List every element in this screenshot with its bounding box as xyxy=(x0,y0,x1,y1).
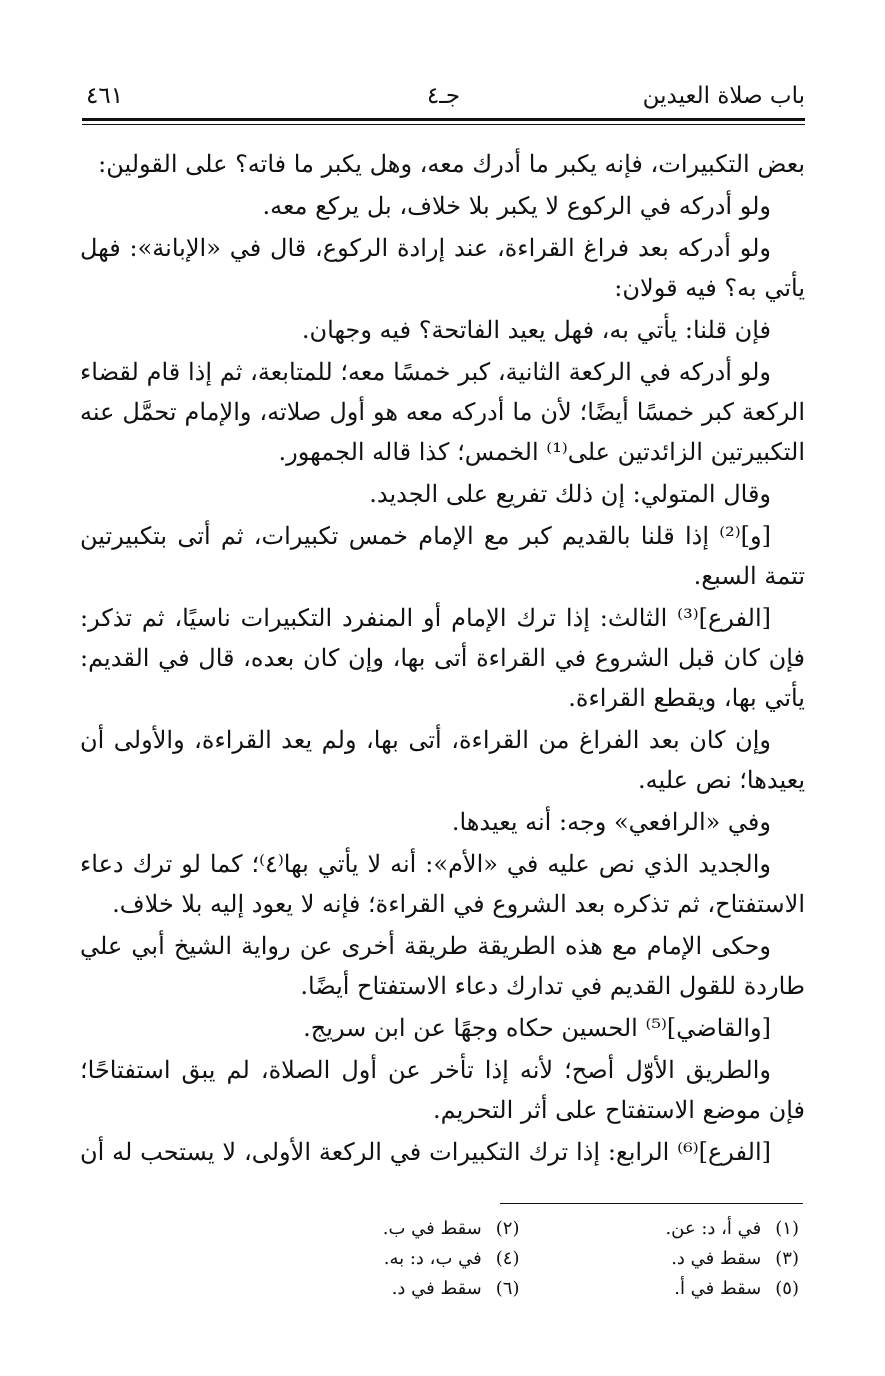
paragraph: وإن كان بعد الفراغ من القراءة، أتى بها، ولم يعد القراءة، والأولى أن يعيدها؛ نص عليه. xyxy=(80,726,805,794)
footnote-text: سقط في ب. xyxy=(382,1218,482,1239)
footnote-text: سقط في أ. xyxy=(674,1278,762,1299)
footnote xyxy=(300,1274,520,1304)
footnote-number: (٦) xyxy=(495,1278,520,1299)
paragraph: والطريق الأوّل أصح؛ لأنه إذا تأخر عن أول الصلاة، لم يبق استفتاحًا؛ فإن موضع الاستفتاح على أثر التحريم. xyxy=(80,1056,805,1124)
footnote xyxy=(580,1244,800,1274)
footnote-number: (٥) xyxy=(775,1278,799,1299)
paragraph: ولو أدركه في الركعة الثانية، كبر خمسًا معه؛ للمتابعة، ثم إذا قام لقضاء الركعة كبر خمسًا أيضًا؛ لأن ما أدركه معه هو أول صلاته، والإمام تحمَّل عنه التكبيرتين الزائدتين على⁽¹⁾ الخمس؛ كذا قاله الجمهور. xyxy=(80,358,805,466)
footnote-text: في أ، د: عن. xyxy=(665,1218,762,1239)
page-header xyxy=(82,80,805,112)
footnote xyxy=(580,1274,800,1304)
footnote-number: (١) xyxy=(775,1218,799,1239)
paragraph: وقال المتولي: إن ذلك تفريع على الجديد. xyxy=(369,480,771,508)
page-number: ٤٦١ xyxy=(86,83,124,109)
main-text xyxy=(80,144,805,1174)
paragraph: وحكى الإمام مع هذه الطريقة طريقة أخرى عن رواية الشيخ أبي علي طاردة للقول القديم في تدارك دعاء الاستفتاح أيضًا. xyxy=(80,932,805,1000)
paragraph: فإن قلنا: يأتي به، فهل يعيد الفاتحة؟ فيه وجهان. xyxy=(301,316,771,344)
paragraph: [الفرع]⁽⁶⁾ الرابع: إذا ترك التكبيرات في الركعة الأولى، لا يستحب له أن xyxy=(80,1138,772,1166)
footnote-rule xyxy=(500,1203,803,1204)
footnote xyxy=(580,1214,800,1244)
paragraph: بعض التكبيرات، فإنه يكبر ما أدرك معه، وهل يكبر ما فاته؟ على القولين: xyxy=(98,150,805,178)
paragraph: [و]⁽²⁾ إذا قلنا بالقديم كبر مع الإمام خمس تكبيرات، ثم أتى بتكبيرتين تتمة السبع. xyxy=(80,522,805,590)
footnote xyxy=(300,1244,520,1274)
footnotes xyxy=(300,1214,799,1304)
header-rule-thin xyxy=(82,124,805,125)
footnote-number: (٢) xyxy=(495,1218,520,1239)
footnote-number: (٣) xyxy=(775,1248,799,1269)
volume-label: جـ٤ xyxy=(426,83,461,109)
footnote-text: سقط في د. xyxy=(391,1278,482,1299)
paragraph: ولو أدركه بعد فراغ القراءة، عند إرادة الركوع، قال في «الإبانة»: فهل يأتي به؟ فيه قولان: xyxy=(80,234,805,302)
paragraph: والجديد الذي نص عليه في «الأم»: أنه لا يأتي بها⁽٤⁾؛ كما لو ترك دعاء الاستفتاح، ثم تذكره بعد الشروع في القراءة؛ فإنه لا يعود إليه بلا خلاف. xyxy=(80,850,805,918)
footnote xyxy=(300,1214,520,1244)
paragraph: [الفرع]⁽³⁾ الثالث: إذا ترك الإمام أو المنفرد التكبيرات ناسيًا، ثم تذكر: فإن كان قبل الشروع في القراءة أتى بها، وإن كان بعده، قال في القديم: يأتي بها، ويقطع القراءة. xyxy=(80,604,805,712)
footnote-text: سقط في د. xyxy=(671,1248,762,1269)
chapter-title: باب صلاة العيدين xyxy=(642,83,805,109)
paragraph: وفي «الرافعي» وجه: أنه يعيدها. xyxy=(451,808,771,836)
footnote-text: في ب، د: به. xyxy=(383,1248,482,1269)
paragraph: ولو أدركه في الركوع لا يكبر بلا خلاف، بل يركع معه. xyxy=(262,192,771,220)
header-rule-thick xyxy=(82,118,805,121)
paragraph: [والقاضي]⁽⁵⁾ الحسين حكاه وجهًا عن ابن سريج. xyxy=(303,1014,771,1042)
footnote-number: (٤) xyxy=(495,1248,520,1269)
